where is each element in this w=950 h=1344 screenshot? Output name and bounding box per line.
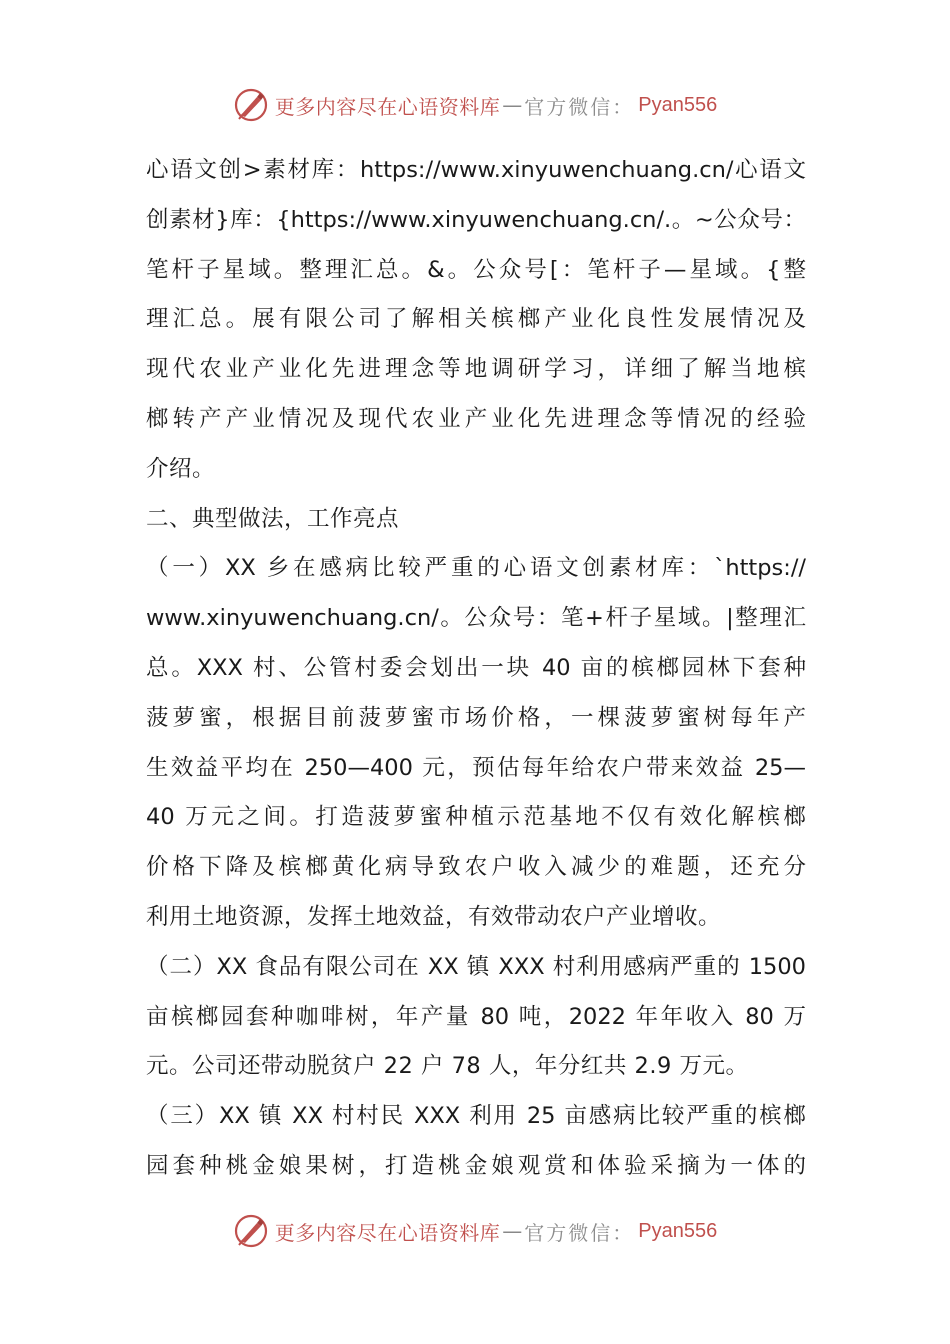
body-line: 介绍。 bbox=[146, 455, 216, 482]
section-heading: 二、典型做法，工作亮点 bbox=[146, 505, 400, 532]
body-line: 利用土地资源，发挥土地效益，有效带动农户产业增收。 bbox=[146, 903, 722, 930]
banner-separator: — bbox=[502, 1219, 523, 1243]
body-line: 菠萝蜜，根据目前菠萝蜜市场价格，一棵菠萝蜜树每年产 bbox=[146, 704, 806, 731]
body-line: 创素材}库：{https://www.xinyuwenchuang.cn/.。~公众号： bbox=[146, 206, 806, 233]
body-line: www.xinyuwenchuang.cn/。公众号：笔+杆子星域。|整理汇 bbox=[146, 605, 806, 632]
body-line: 理汇总。展有限公司了解相关槟榔产业化良性发展情况及 bbox=[146, 306, 806, 333]
body-line: 价格下降及槟榔黄化病导致农户收入减少的难题，还充分 bbox=[146, 854, 806, 881]
banner-slogan: 更多内容尽在心语资料库 bbox=[274, 1220, 501, 1245]
body-line: （一）XX 乡在感病比较严重的心语文创素材库：`https:// bbox=[146, 555, 806, 582]
header-banner bbox=[0, 83, 950, 127]
body-line: 总。XXX 村、公管村委会划出一块 40 亩的槟榔园林下套种 bbox=[146, 654, 806, 681]
body-line: 亩槟榔园套种咖啡树，年产量 80 吨，2022 年年收入 80 万 bbox=[146, 1003, 806, 1030]
footer-banner bbox=[0, 1209, 950, 1253]
body-line: （三）XX 镇 XX 村村民 XXX 利用 25 亩感病比较严重的槟榔 bbox=[146, 1103, 806, 1130]
pen-logo-icon bbox=[233, 87, 269, 123]
body-line: 心语文创>素材库：https://www.xinyuwenchuang.cn/心语文 bbox=[146, 157, 806, 183]
banner-wechat-label: 官方微信： bbox=[524, 94, 635, 119]
banner-wechat-label: 官方微信： bbox=[524, 1220, 635, 1245]
banner-slogan: 更多内容尽在心语资料库 bbox=[274, 94, 501, 119]
document-body bbox=[146, 146, 806, 1192]
body-line: 榔转产产业情况及现代农业产业化先进理念等情况的经验 bbox=[146, 405, 806, 432]
banner-wechat-id: Pyan556 bbox=[638, 93, 718, 116]
body-line: 笔杆子星域。整理汇总。&。公众号[：笔杆子—星域。{整 bbox=[146, 256, 806, 283]
body-line: 生效益平均在 250—400 元，预估每年给农户带来效益 25— bbox=[146, 754, 806, 781]
pen-logo-icon bbox=[233, 1213, 269, 1249]
body-line: 元。公司还带动脱贫户 22 户 78 人，年分红共 2.9 万元。 bbox=[146, 1053, 749, 1080]
body-line: 40 万元之间。打造菠萝蜜种植示范基地不仅有效化解槟榔 bbox=[146, 804, 806, 831]
banner-separator: — bbox=[502, 93, 523, 117]
banner-wechat-id: Pyan556 bbox=[638, 1219, 718, 1242]
body-line: 现代农业产业化先进理念等地调研学习，详细了解当地槟 bbox=[146, 356, 806, 383]
body-line: （二）XX 食品有限公司在 XX 镇 XXX 村利用感病严重的 1500 bbox=[146, 953, 806, 980]
body-line: 园套种桃金娘果树，打造桃金娘观赏和体验采摘为一体的 bbox=[146, 1152, 806, 1179]
